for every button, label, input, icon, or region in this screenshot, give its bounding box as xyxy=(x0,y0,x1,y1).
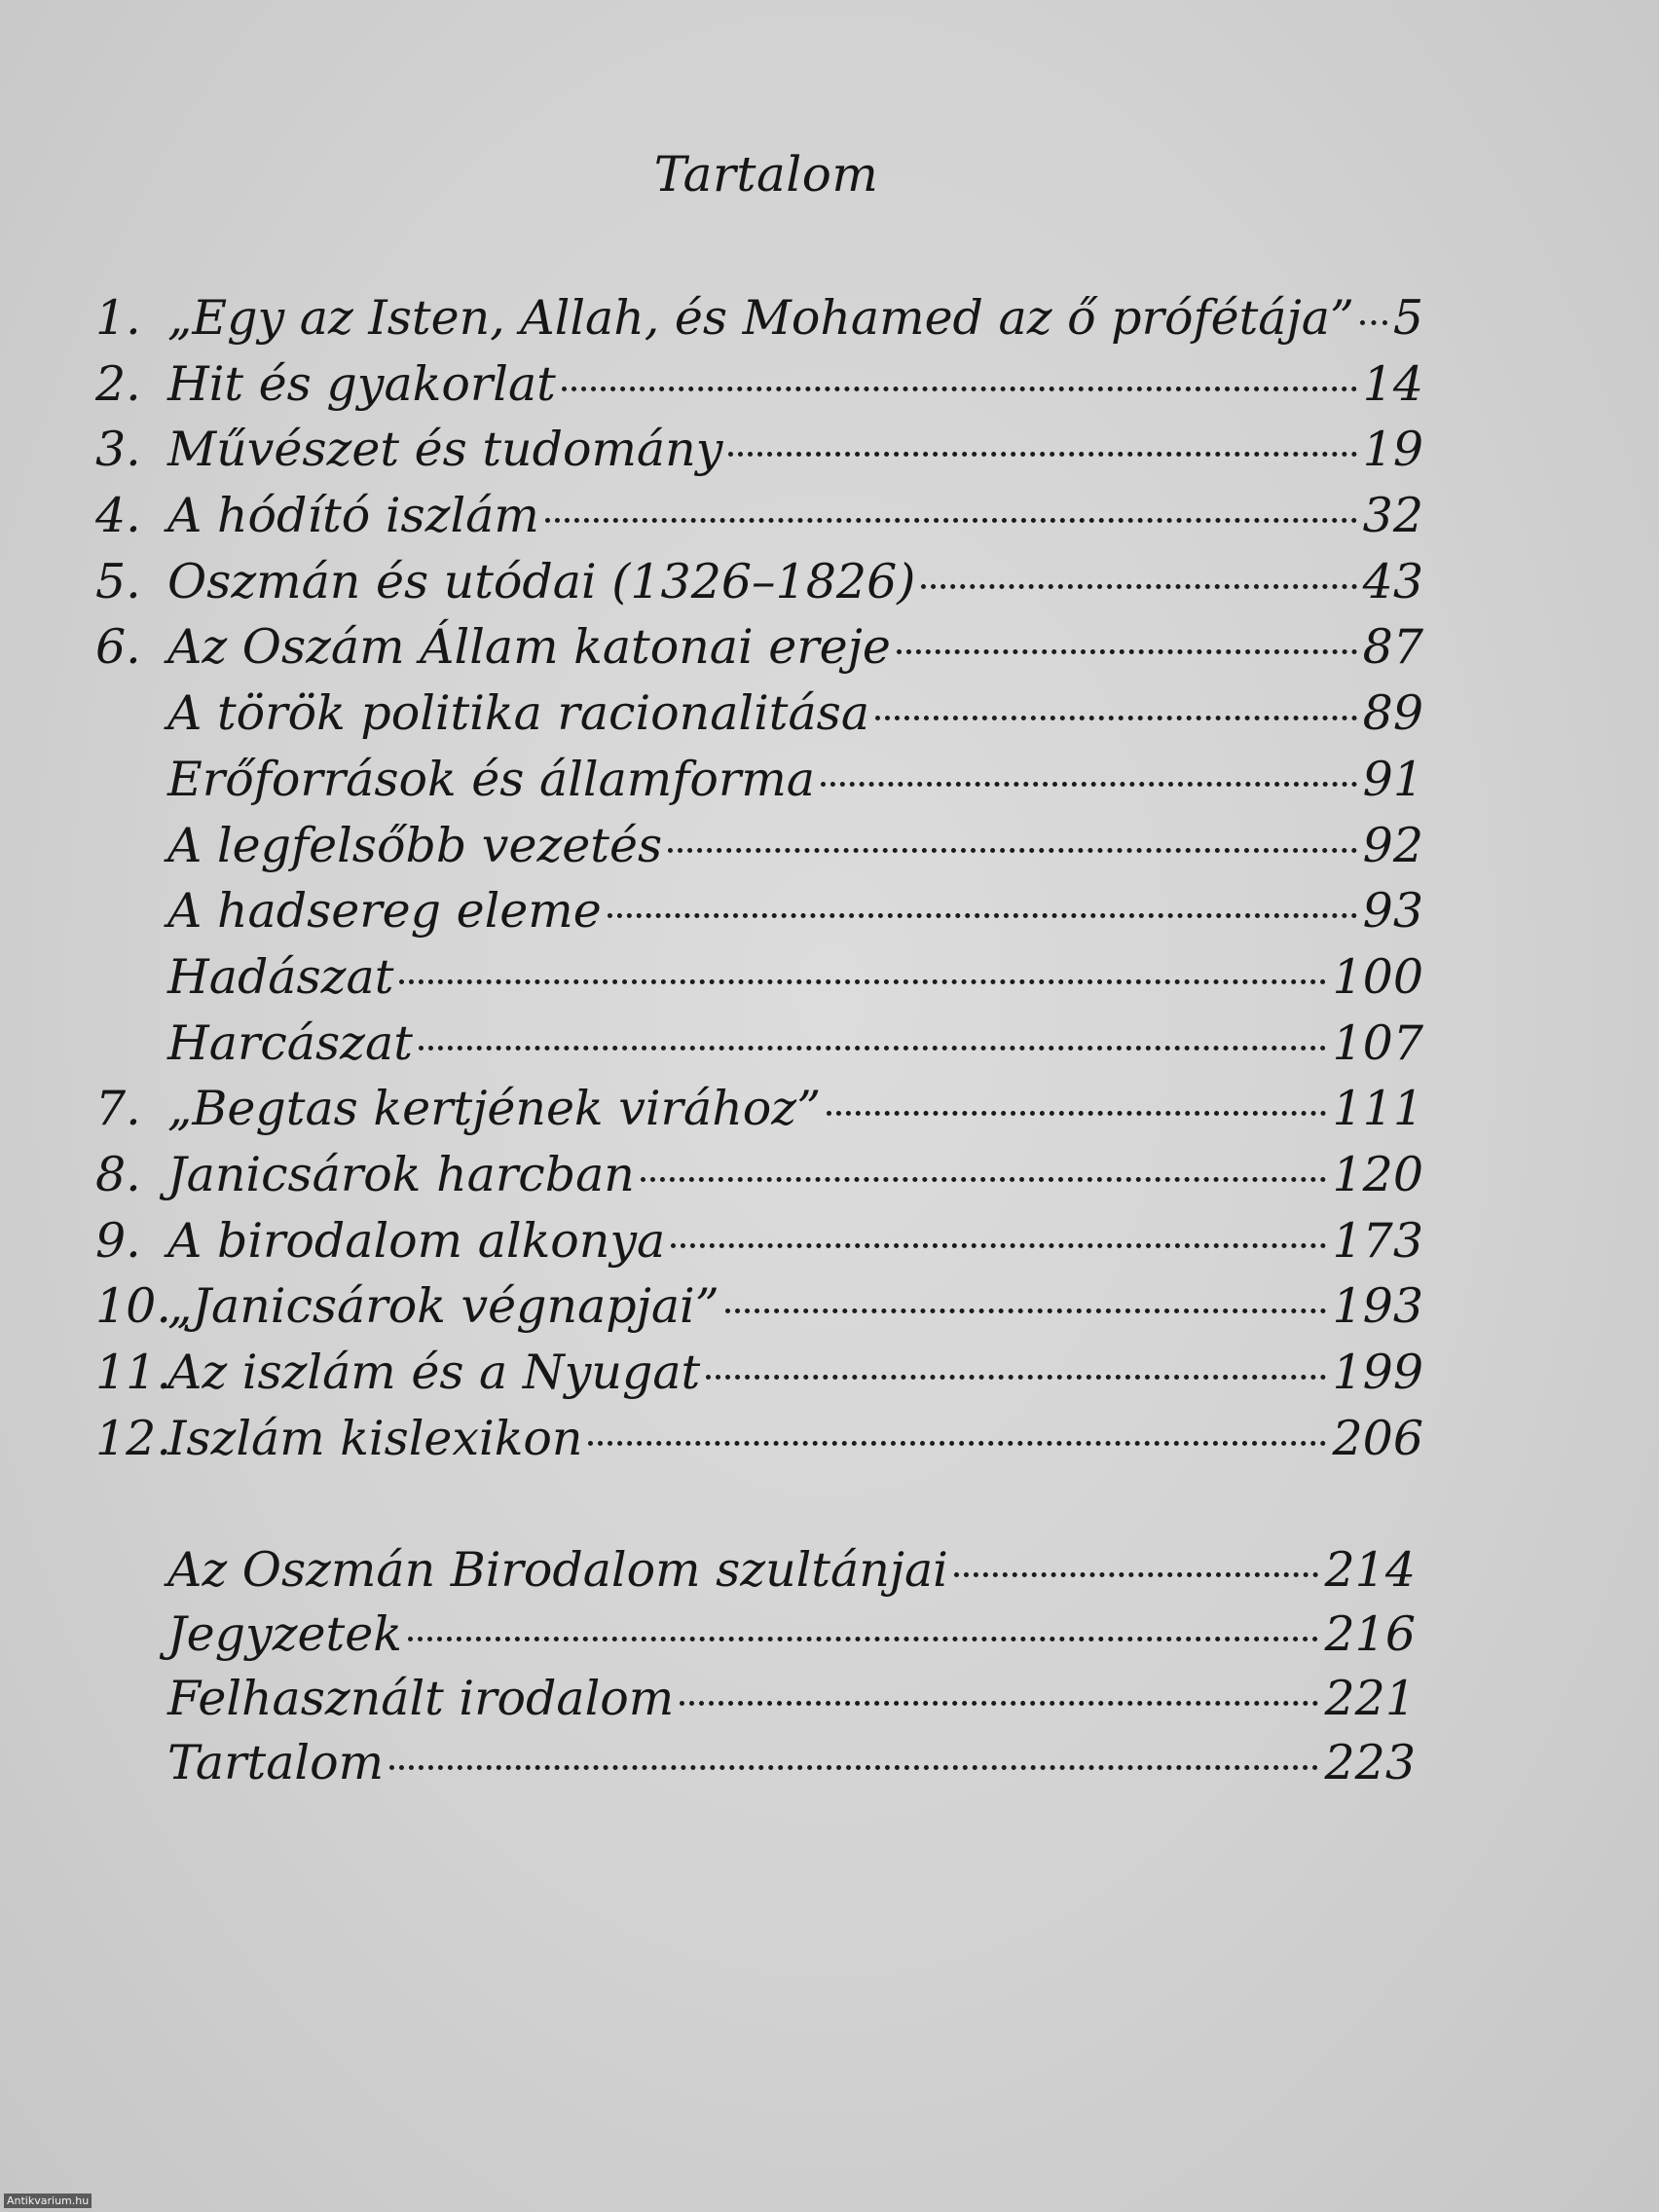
appendix-entry-title: Az Oszmán Birodalom szultánjai xyxy=(167,1542,948,1598)
dot-leader xyxy=(545,518,1357,523)
dot-leader xyxy=(827,1111,1326,1116)
toc-entry-title: „Egy az Isten, Allah, és Mohamed az ő prófétája” xyxy=(167,290,1354,346)
toc-entry-title: Harcászat xyxy=(167,1014,413,1071)
dot-leader xyxy=(389,1765,1318,1770)
toc-entry-title: Az Oszám Állam katonai ereje xyxy=(167,619,891,676)
appendix-entry xyxy=(95,1542,1416,1606)
appendix-entry-title: Felhasznált irodalom xyxy=(167,1671,675,1726)
dot-leader xyxy=(668,848,1357,853)
appendix-entry-page: 221 xyxy=(1324,1671,1416,1726)
toc-entry-title: Hit és gyakorlat xyxy=(167,355,556,412)
toc-entry-page: 43 xyxy=(1362,553,1423,609)
toc-entry xyxy=(95,488,1423,554)
appendix-entry-title: Jegyzetek xyxy=(167,1606,402,1662)
toc-entry-title: Janicsárok harcban xyxy=(167,1146,635,1202)
dot-leader xyxy=(408,1637,1319,1641)
toc-entry xyxy=(95,356,1423,423)
toc-subentry xyxy=(95,883,1423,949)
toc-entry-title: Iszlám kislexikon xyxy=(167,1410,583,1466)
dot-leader xyxy=(419,1046,1327,1051)
toc-subentry xyxy=(95,752,1423,818)
toc-entry-page: 89 xyxy=(1362,685,1423,742)
toc-entry-page: 120 xyxy=(1332,1146,1423,1202)
page-title: Tartalom xyxy=(653,146,879,203)
toc-entry-number: 1. xyxy=(95,290,141,346)
toc-entry-title: A legfelsőbb vezetés xyxy=(167,817,663,873)
toc-entry-page: 32 xyxy=(1362,488,1423,544)
toc-entry-title: A hadsereg eleme xyxy=(167,883,602,940)
toc-entry xyxy=(95,1147,1423,1213)
toc-entry-number: 6. xyxy=(95,619,141,676)
toc-entry-number: 3. xyxy=(95,422,141,478)
toc-entry-title: Az iszlám és a Nyugat xyxy=(167,1345,701,1400)
toc-subentry xyxy=(95,685,1423,752)
toc-entry-number: 4. xyxy=(95,488,141,544)
dot-leader xyxy=(1360,320,1387,325)
toc-subentry xyxy=(95,818,1423,884)
toc-entry xyxy=(95,290,1423,356)
toc-entry-title: A török politika racionalitása xyxy=(167,685,870,742)
toc-entry-number: 5. xyxy=(95,553,141,609)
appendix-entry-page: 214 xyxy=(1324,1542,1416,1598)
dot-leader xyxy=(680,1701,1318,1706)
appendix-contents xyxy=(95,1542,1416,1799)
toc-entry-page: 100 xyxy=(1332,948,1423,1005)
toc-entry-number: 10. xyxy=(95,1278,171,1335)
toc-entry-page: 193 xyxy=(1332,1278,1423,1335)
toc-subentry xyxy=(95,1015,1423,1082)
toc-entry-number: 2. xyxy=(95,355,141,412)
toc-entry-page: 199 xyxy=(1332,1345,1423,1400)
dot-leader xyxy=(821,782,1357,787)
toc-entry xyxy=(95,554,1423,620)
dot-leader xyxy=(641,1177,1327,1182)
dot-leader xyxy=(671,1243,1326,1248)
dot-leader xyxy=(728,452,1356,457)
toc-entry-page: 107 xyxy=(1332,1014,1423,1071)
appendix-entry-page: 216 xyxy=(1324,1606,1416,1662)
dot-leader xyxy=(875,716,1357,720)
toc-entry xyxy=(95,1278,1423,1345)
dot-leader xyxy=(725,1309,1327,1313)
toc-entry xyxy=(95,1345,1423,1411)
toc-entry-page: 173 xyxy=(1332,1212,1423,1269)
toc-entry-page: 5 xyxy=(1392,290,1423,346)
toc-entry-title: A birodalom alkonya xyxy=(167,1212,666,1269)
toc-entry xyxy=(95,422,1423,488)
appendix-entry-title: Tartalom xyxy=(167,1735,385,1790)
toc-entry-page: 19 xyxy=(1362,422,1423,478)
toc-entry-page: 111 xyxy=(1332,1081,1423,1137)
toc-entry xyxy=(95,1213,1423,1279)
dot-leader xyxy=(562,387,1357,391)
toc-entry-number: 12. xyxy=(95,1410,171,1466)
dot-leader xyxy=(608,913,1357,918)
toc-subentry xyxy=(95,949,1423,1015)
toc-entry-number: 8. xyxy=(95,1146,141,1202)
table-of-contents xyxy=(95,290,1423,1476)
dot-leader xyxy=(921,584,1356,589)
toc-entry xyxy=(95,1411,1423,1477)
toc-entry-title: A hódító iszlám xyxy=(167,488,539,544)
dot-leader xyxy=(706,1375,1326,1380)
watermark: Antikvarium.hu xyxy=(4,2194,92,2208)
toc-entry-title: Oszmán és utódai (1326–1826) xyxy=(167,553,916,609)
appendix-entry xyxy=(95,1671,1416,1735)
toc-entry xyxy=(95,619,1423,685)
toc-entry-page: 93 xyxy=(1362,883,1423,940)
toc-entry-page: 87 xyxy=(1362,619,1423,676)
toc-entry-page: 92 xyxy=(1362,817,1423,873)
toc-entry-page: 14 xyxy=(1362,355,1423,412)
dot-leader xyxy=(588,1441,1326,1446)
toc-entry-title: Erőforrások és államforma xyxy=(167,751,815,807)
toc-entry-title: Hadászat xyxy=(167,948,394,1005)
toc-entry-page: 206 xyxy=(1332,1410,1423,1466)
toc-entry-title: „Janicsárok végnapjai” xyxy=(167,1278,719,1335)
toc-entry-number: 9. xyxy=(95,1212,141,1269)
toc-entry-number: 11. xyxy=(95,1345,171,1400)
appendix-entry-page: 223 xyxy=(1324,1735,1416,1790)
toc-entry-page: 91 xyxy=(1362,751,1423,807)
dot-leader xyxy=(399,979,1326,984)
dot-leader xyxy=(897,649,1357,654)
toc-entry-title: „Begtas kertjének virához” xyxy=(167,1081,822,1137)
appendix-entry xyxy=(95,1606,1416,1671)
appendix-entry xyxy=(95,1735,1416,1799)
toc-entry xyxy=(95,1081,1423,1147)
toc-entry-title: Művészet és tudomány xyxy=(167,422,723,478)
toc-entry-number: 7. xyxy=(95,1081,141,1137)
dot-leader xyxy=(954,1572,1319,1577)
